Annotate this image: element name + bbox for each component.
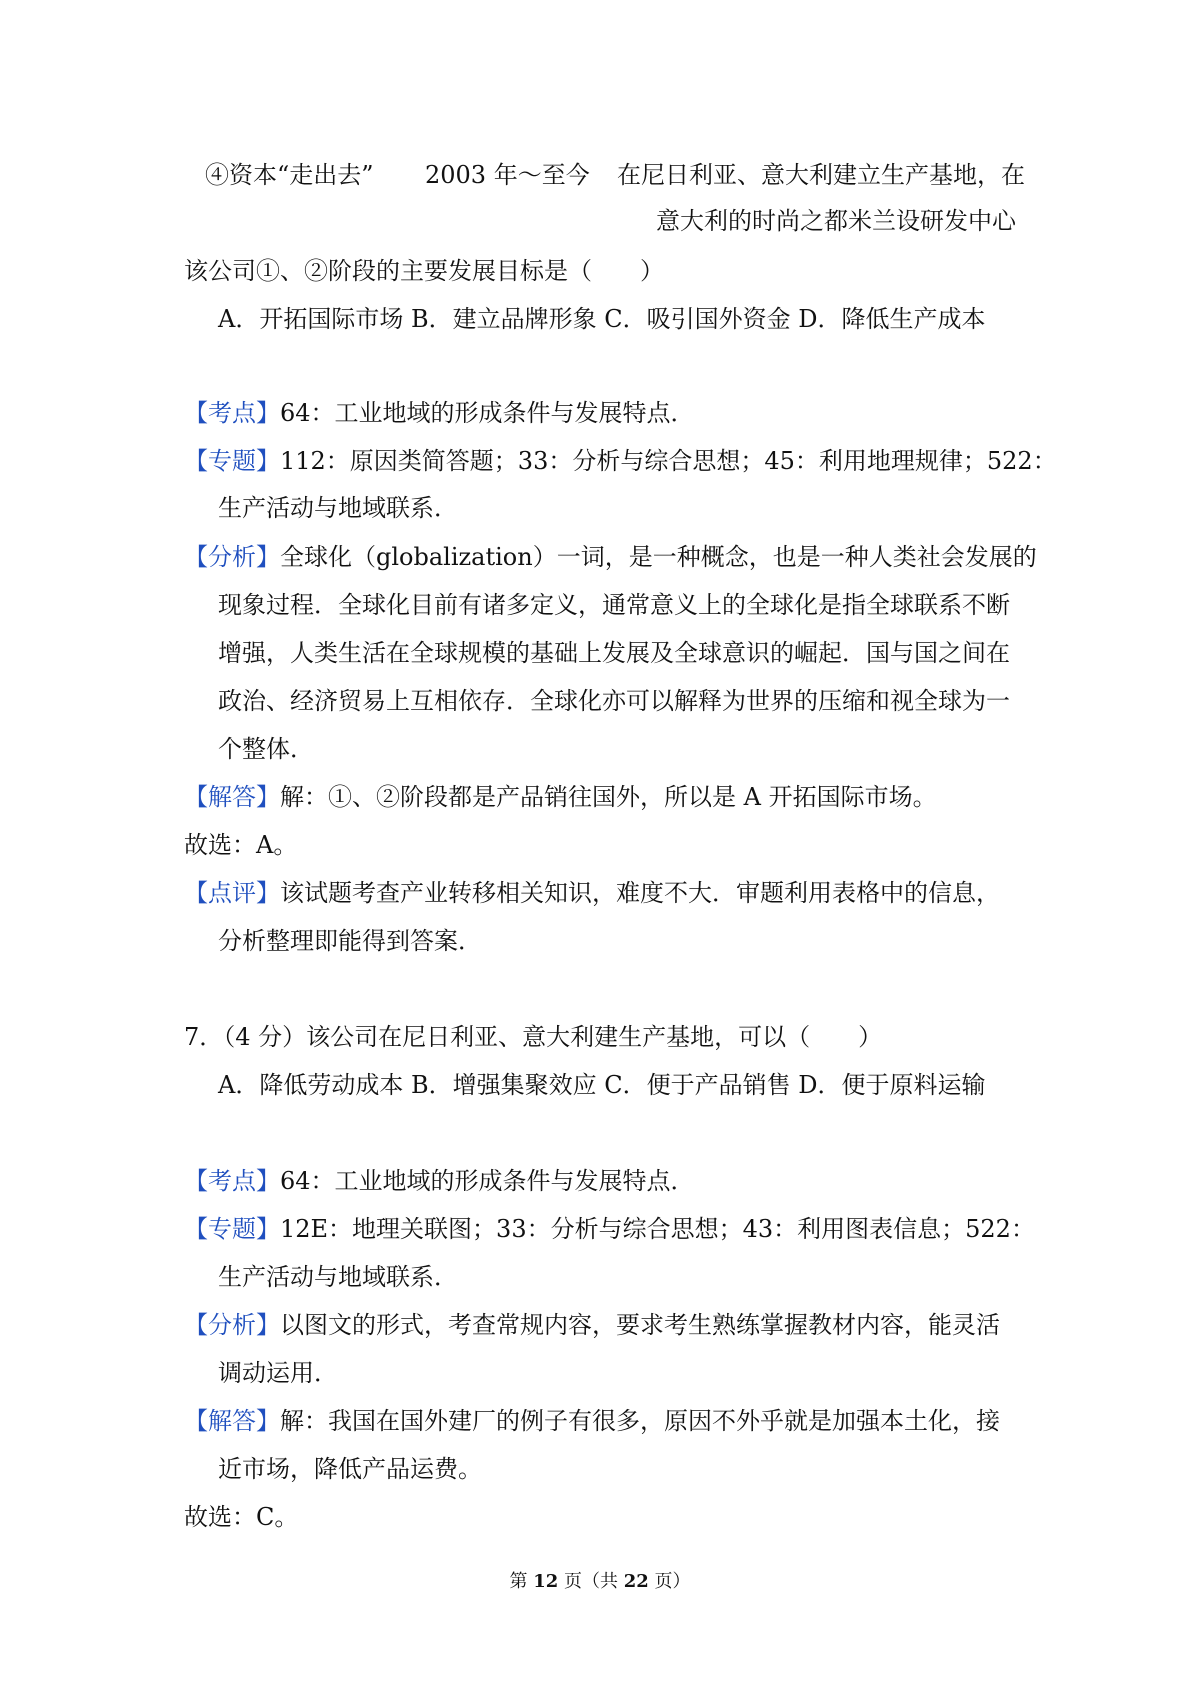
footer-prefix: 第 <box>509 1571 528 1592</box>
jieda-text: 解：①、②阶段都是产品销往国外，所以是 A 开拓国际市场。 <box>280 783 937 811</box>
answer-choice: 故选：C。 <box>184 1503 299 1531</box>
kaodian-line <box>184 1164 695 1198</box>
jieda-line <box>184 780 937 814</box>
zhuanti-tag: 【专题】 <box>184 447 280 475</box>
footer-page-number: 12 <box>533 1571 559 1592</box>
jieda-text: 解：我国在国外建厂的例子有很多，原因不外乎就是加强本土化，接 <box>280 1407 1000 1435</box>
zhuanti-tag: 【专题】 <box>184 1215 280 1243</box>
zhuanti-line <box>184 444 1057 478</box>
fenxi-text: 以图文的形式，考查常规内容，要求考生熟练掌握教材内容，能灵活 <box>280 1311 1000 1339</box>
question-options: A．降低劳动成本 B．增强集聚效应 C．便于产品销售 D．便于原料运输 <box>218 1071 986 1099</box>
fenxi-cont: 政治、经济贸易上互相依存．全球化亦可以解释为世界的压缩和视全球为一 <box>218 687 1010 715</box>
zhuanti-text: 112：原因类简答题；33：分析与综合思想；45：利用地理规律；522： <box>280 447 1057 475</box>
table-cell-period: 2003 年～至今 <box>425 161 590 189</box>
fenxi-cont: 现象过程．全球化目前有诸多定义，通常意义上的全球化是指全球联系不断 <box>218 591 1010 619</box>
jieda-cont: 近市场，降低产品运费。 <box>218 1455 482 1483</box>
kaodian-tag: 【考点】 <box>184 1167 280 1195</box>
footer-suffix: 页） <box>654 1571 691 1592</box>
fenxi-line <box>184 540 1037 574</box>
question-stem: 该公司①、②阶段的主要发展目标是（ ） <box>184 257 664 285</box>
fenxi-tag: 【分析】 <box>184 1311 280 1339</box>
footer-mid: 页（共 <box>564 1571 618 1592</box>
dianping-cont: 分析整理即能得到答案． <box>218 927 482 955</box>
table-row <box>0 158 1200 192</box>
dianping-line <box>184 876 1000 910</box>
zhuanti-text: 12E：地理关联图；33：分析与综合思想；43：利用图表信息；522： <box>280 1215 1035 1243</box>
footer-total-pages: 22 <box>623 1571 649 1592</box>
kaodian-text: 64：工业地域的形成条件与发展特点． <box>280 1167 695 1195</box>
fenxi-cont: 个整体． <box>218 735 314 763</box>
fenxi-cont: 调动运用． <box>218 1359 338 1387</box>
dianping-tag: 【点评】 <box>184 879 280 907</box>
jieda-line <box>184 1404 1000 1438</box>
question-stem: 7．（4 分）该公司在尼日利亚、意大利建生产基地，可以（ ） <box>184 1023 883 1051</box>
answer-choice: 故选：A。 <box>184 831 298 859</box>
question-options: A．开拓国际市场 B．建立品牌形象 C．吸引国外资金 D．降低生产成本 <box>218 305 986 333</box>
table-cell-event: 在尼日利亚、意大利建立生产基地，在 <box>617 161 1025 189</box>
fenxi-cont: 增强，人类生活在全球规模的基础上发展及全球意识的崛起．国与国之间在 <box>218 639 1010 667</box>
fenxi-line <box>184 1308 1000 1342</box>
kaodian-text: 64：工业地域的形成条件与发展特点． <box>280 399 695 427</box>
dianping-text: 该试题考查产业转移相关知识，难度不大．审题利用表格中的信息， <box>280 879 1000 907</box>
fenxi-text: 全球化（globalization）一词，是一种概念，也是一种人类社会发展的 <box>280 543 1037 571</box>
fenxi-tag: 【分析】 <box>184 543 280 571</box>
zhuanti-line <box>184 1212 1035 1246</box>
kaodian-line <box>184 396 695 430</box>
zhuanti-cont: 生产活动与地域联系． <box>218 494 458 522</box>
kaodian-tag: 【考点】 <box>184 399 280 427</box>
jieda-tag: 【解答】 <box>184 783 280 811</box>
table-cell-event-cont: 意大利的时尚之都米兰设研发中心 <box>656 207 1016 235</box>
zhuanti-cont: 生产活动与地域联系． <box>218 1263 458 1291</box>
table-cell-stage: ④资本“走出去” <box>205 161 374 189</box>
page-footer <box>0 1570 1200 1594</box>
jieda-tag: 【解答】 <box>184 1407 280 1435</box>
